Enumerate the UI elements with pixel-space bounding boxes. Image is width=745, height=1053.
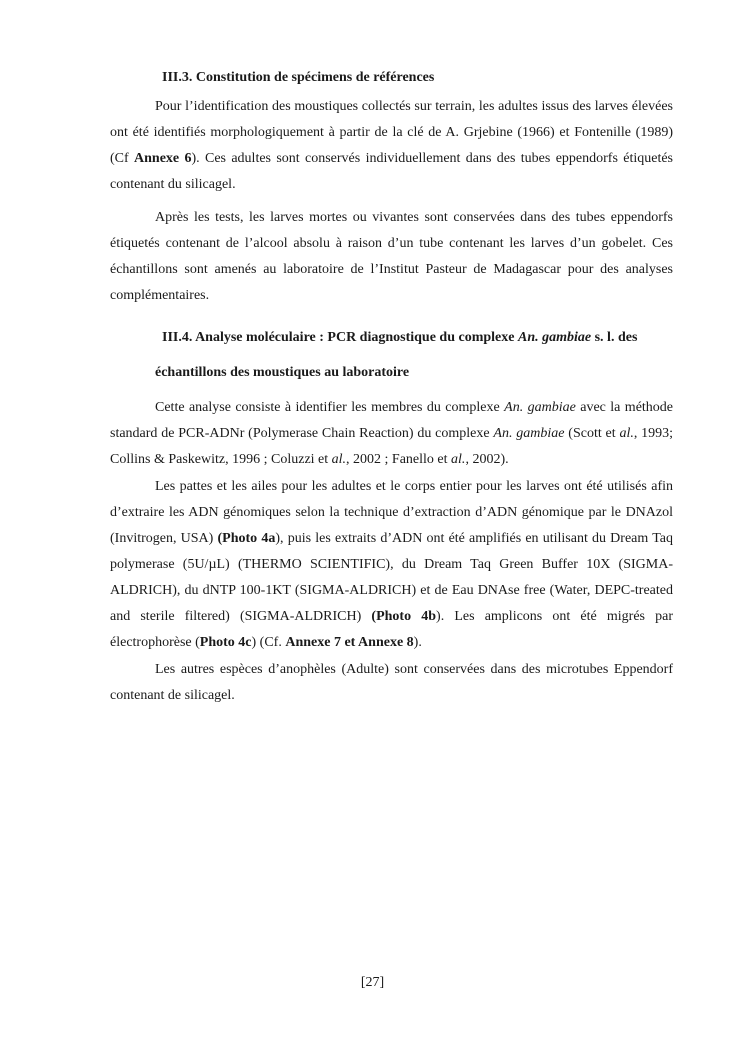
text-run: , 2002 ; Fanello et	[346, 452, 452, 467]
citation-etal: al.	[331, 452, 347, 467]
paragraph-autres-especes	[110, 657, 673, 709]
species-name: An. gambiae	[493, 426, 565, 441]
paragraph-analyse-pcr	[110, 395, 673, 473]
text-run: Pour l’identification des moustiques collectés sur terrain, les adultes issus des larves élevées ont été identifiés morphologiquement à partir de la clé de A. Grjebine (1966) et Fontenille (1989) (Cf	[110, 99, 673, 166]
text-run: Les autres espèces d’anophèles (Adulte) sont conservées dans des microtubes Eppendorf contenant de silicagel.	[110, 662, 673, 703]
photo-reference: (Photo 4a	[217, 531, 276, 546]
heading-text: III.4. Analyse moléculaire : PCR diagnostique du complexe	[162, 330, 518, 345]
paragraph-identification	[110, 94, 673, 198]
paragraph-conservation-larves	[110, 205, 673, 309]
text-run: , 1993; Collins & Paskewitz, 1996 ; Coluzzi et	[110, 426, 674, 467]
section-heading-3	[162, 68, 434, 88]
heading-text: échantillons des moustiques au laboratoire	[155, 365, 410, 380]
text-run: ). Les amplicons ont été migrés par électrophorèse (	[110, 609, 674, 650]
text-run: (Scott et	[564, 426, 620, 441]
heading-text: III.3. Constitution de spécimens de références	[162, 70, 435, 85]
text-run: avec la méthode standard de PCR-ADNr (Polymerase Chain Reaction) du complexe	[110, 400, 674, 441]
citation-etal: al.	[451, 452, 466, 467]
photo-reference: (Photo 4b	[371, 609, 437, 624]
text-run: ). Ces adultes sont conservés individuellement dans des tubes eppendorfs étiquetés contenant du silicagel.	[110, 151, 673, 192]
text-run: , 2002).	[465, 452, 509, 467]
section-heading-4-line-1	[162, 328, 637, 348]
page-number-text: [27]	[360, 975, 385, 990]
text-run: Cette analyse consiste à identifier les membres du complexe	[155, 400, 505, 415]
citation-etal: al.	[619, 426, 634, 441]
paragraph-extraction-adn	[110, 474, 673, 656]
text-run: Les pattes et les ailes pour les adultes et le corps entier pour les larves ont été utilisés afin d’extraire les ADN génomiques selon la technique d’extraction d’ADN génomique par le DNAzol (Invitrogen, USA)	[110, 479, 673, 546]
section-heading-4-line-2	[155, 363, 409, 383]
text-run: Après les tests, les larves mortes ou vivantes sont conservées dans des tubes eppendorfs étiquetés contenant de l’alcool absolu à raison d’un tube contenant les larves d’un gobelet. Ces échantillons sont amenés au laboratoire de l’Institut Pasteur de Madagascar pour des analyses complémentaires.	[110, 210, 673, 303]
photo-reference: Photo 4c	[199, 635, 252, 650]
page-number	[0, 973, 745, 993]
species-name: An. gambiae	[504, 400, 576, 415]
annex-reference: Annexe 6	[134, 151, 192, 166]
text-run: ) (Cf.	[251, 635, 286, 650]
heading-species: An. gambiae	[517, 330, 592, 345]
annex-reference: Annexe 7 et Annexe 8	[285, 635, 414, 650]
text-run: ).	[413, 635, 422, 650]
text-run: ), puis les extraits d’ADN ont été amplifiés en utilisant du Dream Taq polymerase (5U/µL) (THERMO SCIENTIFIC), du Dream Taq Green Buffer 10X (SIGMA-ALDRICH), du dNTP 100-1KT (SIGMA-ALDRICH) et de Eau DNAse free (Water, DEPC-treated and sterile filtered) (SIGMA-ALDRICH)	[110, 531, 673, 624]
heading-text: s. l. des	[591, 330, 638, 345]
